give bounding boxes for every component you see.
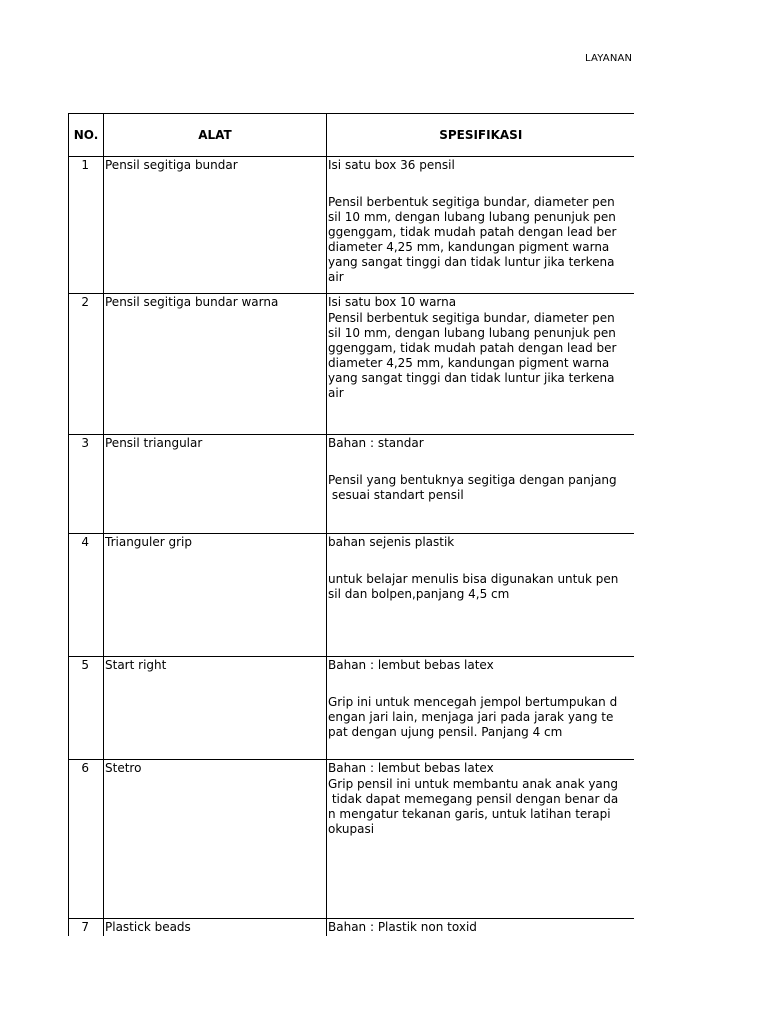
row-alat: Stetro: [104, 760, 327, 919]
row-alat: Trianguler grip: [104, 534, 327, 657]
row-alat: Pensil triangular: [104, 435, 327, 534]
spec-line: untuk belajar menulis bisa digunakan untuk pen: [328, 572, 619, 586]
spec-line: ggenggam, tidak mudah patah dengan lead ber: [328, 341, 617, 355]
row-spesifikasi: [327, 435, 635, 534]
table-row: [69, 157, 635, 294]
column-header-no: NO.: [69, 114, 104, 157]
row-number: 7: [69, 919, 104, 937]
table-row: [69, 534, 635, 657]
row-spesifikasi: [327, 657, 635, 760]
spec-title: Isi satu box 36 pensil: [328, 158, 455, 172]
row-number: 6: [69, 760, 104, 919]
row-number: 4: [69, 534, 104, 657]
spec-title: Bahan : lembut bebas latex: [328, 761, 494, 775]
spec-line: sil 10 mm, dengan lubang lubang penunjuk pen: [328, 210, 616, 224]
table-header-row: [69, 114, 635, 157]
spec-line: tidak dapat memegang pensil dengan benar da: [328, 792, 619, 806]
spec-line: Grip pensil ini untuk membantu anak anak yang: [328, 777, 619, 791]
table-row: [69, 919, 635, 937]
spec-line: ggenggam, tidak mudah patah dengan lead ber: [328, 225, 617, 239]
table-row: [69, 657, 635, 760]
spec-line: sil 10 mm, dengan lubang lubang penunjuk pen: [328, 326, 616, 340]
spec-table: [68, 113, 634, 936]
spec-line: Pensil yang bentuknya segitiga dengan panjang: [328, 473, 617, 487]
spec-line: Grip ini untuk mencegah jempol bertumpukan d: [328, 695, 618, 709]
row-spesifikasi: [327, 157, 635, 294]
row-alat: Pensil segitiga bundar warna: [104, 294, 327, 435]
spec-spacer: [328, 173, 634, 195]
spec-line: Pensil berbentuk segitiga bundar, diameter pen: [328, 195, 615, 209]
spec-title: Bahan : lembut bebas latex: [328, 658, 494, 672]
spec-line: air: [328, 386, 344, 400]
spec-line: pat dengan ujung pensil. Panjang 4 cm: [328, 725, 563, 739]
row-alat: Plastick beads: [104, 919, 327, 937]
column-header-alat: ALAT: [104, 114, 327, 157]
spec-line: engan jari lain, menjaga jari pada jarak yang te: [328, 710, 614, 724]
table-row: [69, 294, 635, 435]
spec-line: Pensil berbentuk segitiga bundar, diameter pen: [328, 311, 615, 325]
spec-line: diameter 4,25 mm, kandungan pigment warna: [328, 240, 610, 254]
spec-title: Bahan : Plastik non toxid: [328, 920, 477, 934]
spec-line: diameter 4,25 mm, kandungan pigment warna: [328, 356, 610, 370]
spec-table-container: [68, 113, 634, 936]
spec-line: sesuai standart pensil: [328, 488, 464, 502]
spec-title: Isi satu box 10 warna: [328, 295, 457, 309]
row-spesifikasi: [327, 534, 635, 657]
spec-line: sil dan bolpen,panjang 4,5 cm: [328, 587, 510, 601]
row-number: 1: [69, 157, 104, 294]
spec-spacer: [328, 673, 634, 695]
spec-line: air: [328, 270, 344, 284]
spec-line: okupasi: [328, 822, 375, 836]
spec-line: n mengatur tekanan garis, untuk latihan terapi: [328, 807, 611, 821]
row-number: 2: [69, 294, 104, 435]
header-right-label: LAYANAN: [585, 53, 633, 64]
row-number: 5: [69, 657, 104, 760]
table-body: [69, 157, 635, 937]
spec-title: Bahan : standar: [328, 436, 424, 450]
spec-spacer: [328, 550, 634, 572]
row-spesifikasi: [327, 919, 635, 937]
table-row: [69, 760, 635, 919]
row-alat: Pensil segitiga bundar: [104, 157, 327, 294]
spec-spacer: [328, 451, 634, 473]
row-alat: Start right: [104, 657, 327, 760]
column-header-spesifikasi: SPESIFIKASI: [327, 114, 635, 157]
spec-line: yang sangat tinggi dan tidak luntur jika terkena: [328, 255, 615, 269]
table-row: [69, 435, 635, 534]
row-spesifikasi: [327, 760, 635, 919]
spec-line: yang sangat tinggi dan tidak luntur jika terkena: [328, 371, 615, 385]
row-spesifikasi: [327, 294, 635, 435]
row-number: 3: [69, 435, 104, 534]
spec-title: bahan sejenis plastik: [328, 535, 455, 549]
